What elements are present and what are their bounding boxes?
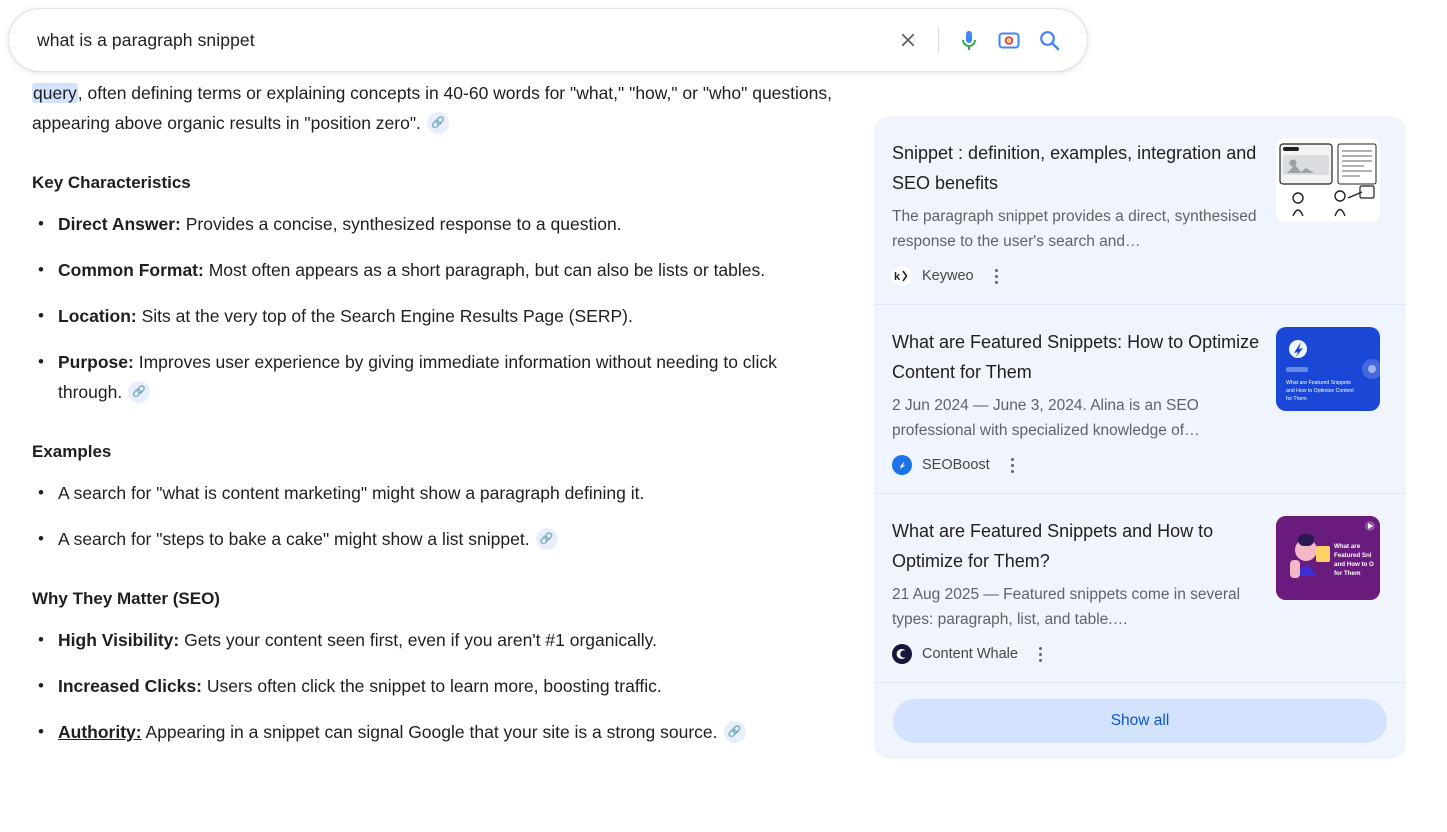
source-name: Content Whale — [922, 646, 1018, 662]
google-lens-icon[interactable] — [989, 20, 1029, 60]
source-name: SEOBoost — [922, 457, 990, 473]
source-title[interactable]: What are Featured Snippets: How to Optimize Content for Them — [892, 332, 1260, 382]
source-text — [892, 516, 1260, 664]
source-result-item[interactable] — [874, 305, 1406, 494]
citation-chip[interactable]: 🔗 — [128, 381, 150, 403]
answer-lead-paragraph — [32, 78, 832, 138]
list-examples — [32, 478, 832, 554]
results-content — [0, 78, 1447, 832]
source-thumbnail — [1276, 516, 1380, 600]
svg-text:What are Featured Snippets: What are Featured Snippets — [1286, 380, 1351, 386]
microphone-icon[interactable] — [949, 20, 989, 60]
source-footer — [892, 266, 1260, 286]
source-name: Keyweo — [922, 268, 974, 284]
highlighted-term: query — [33, 83, 77, 103]
source-text — [892, 327, 1260, 475]
svg-text:and How to O: and How to O — [1334, 561, 1374, 568]
favicon-icon — [892, 266, 912, 286]
search-bar[interactable] — [8, 8, 1088, 72]
more-options-icon[interactable] — [1032, 644, 1050, 664]
list-item-label: Increased Clicks: — [58, 676, 202, 696]
list-item-text: A search for "steps to bake a cake" might show a list snippet. — [58, 529, 530, 549]
source-snippet: The paragraph snippet provides a direct, synthesised response to the user's search and… — [892, 208, 1257, 250]
citation-chip[interactable]: 🔗 — [724, 721, 746, 743]
list-item-label: High Visibility: — [58, 630, 180, 650]
divider — [938, 27, 939, 53]
source-thumbnail — [1276, 138, 1380, 222]
list-item — [58, 524, 832, 554]
source-snippet: 21 Aug 2025 — Featured snippets come in several types: paragraph, list, and table.… — [892, 586, 1241, 628]
list-item-label: Location: — [58, 306, 137, 326]
list-item-text: Sits at the very top of the Search Engine Results Page (SERP). — [141, 306, 633, 326]
favicon-icon — [892, 455, 912, 475]
section-heading-why-they-matter: Why They Matter (SEO) — [32, 589, 220, 608]
list-item-label: Authority: — [58, 722, 142, 742]
list-item-text: Most often appears as a short paragraph, but can also be lists or tables. — [208, 260, 766, 280]
list-item-text: Improves user experience by giving immediate information without needing to click through. — [58, 352, 777, 402]
favicon-icon — [892, 644, 912, 664]
list-key-characteristics — [32, 209, 832, 407]
source-title[interactable]: What are Featured Snippets and How to Optimize for Them? — [892, 521, 1214, 571]
search-icon[interactable] — [1029, 20, 1069, 60]
list-item — [58, 255, 832, 285]
source-title[interactable]: Snippet : definition, examples, integration and SEO benefits — [892, 143, 1257, 193]
source-result-item[interactable] — [874, 494, 1406, 683]
list-item-text: Gets your content seen first, even if you aren't #1 organically. — [184, 630, 657, 650]
section-heading-examples: Examples — [32, 442, 112, 461]
list-why-they-matter — [32, 625, 832, 747]
svg-text:for Them: for Them — [1334, 570, 1361, 577]
source-footer — [892, 455, 1260, 475]
clear-icon[interactable] — [888, 20, 928, 60]
more-options-icon[interactable] — [988, 266, 1006, 286]
list-item-label: Direct Answer: — [58, 214, 181, 234]
svg-text:for Them: for Them — [1286, 396, 1307, 402]
sources-card — [874, 116, 1406, 759]
svg-text:and How to Optimize Content: and How to Optimize Content — [1286, 388, 1354, 394]
more-options-icon[interactable] — [1004, 455, 1022, 475]
source-result-item[interactable] — [874, 116, 1406, 305]
list-item — [58, 209, 832, 239]
list-item-text: Appearing in a snippet can signal Google that your site is a strong source. — [145, 722, 718, 742]
svg-text:k: k — [894, 271, 901, 283]
svg-text:What are: What are — [1334, 543, 1361, 550]
ai-answer-column — [32, 78, 832, 763]
list-item — [58, 301, 832, 331]
answer-lead-rest: , often defining terms or explaining concepts in 40-60 words for "what," "how," or "who" questions, appearing above organic results in "position zero". — [32, 83, 832, 133]
list-item — [58, 347, 832, 407]
source-snippet: 2 Jun 2024 — June 3, 2024. Alina is an SEO professional with specialized knowledge of… — [892, 397, 1200, 439]
show-all-button[interactable]: Show all — [893, 699, 1387, 743]
source-text — [892, 138, 1260, 286]
source-footer — [892, 644, 1260, 664]
svg-text:Featured Sni: Featured Sni — [1334, 552, 1372, 559]
list-item-text: A search for "what is content marketing" might show a paragraph defining it. — [58, 483, 645, 503]
list-item-label: Common Format: — [58, 260, 204, 280]
citation-chip[interactable]: 🔗 — [536, 528, 558, 550]
search-bar-container — [8, 8, 1088, 72]
list-item — [58, 717, 832, 747]
citation-chip[interactable]: 🔗 — [427, 112, 449, 134]
list-item-label: Purpose: — [58, 352, 134, 372]
source-thumbnail — [1276, 327, 1380, 411]
search-input[interactable] — [35, 20, 888, 60]
list-item-text: Provides a concise, synthesized response to a question. — [185, 214, 622, 234]
list-item — [58, 671, 832, 701]
section-heading-key-characteristics: Key Characteristics — [32, 173, 191, 192]
list-item — [58, 625, 832, 655]
list-item — [58, 478, 832, 508]
list-item-text: Users often click the snippet to learn more, boosting traffic. — [206, 676, 662, 696]
